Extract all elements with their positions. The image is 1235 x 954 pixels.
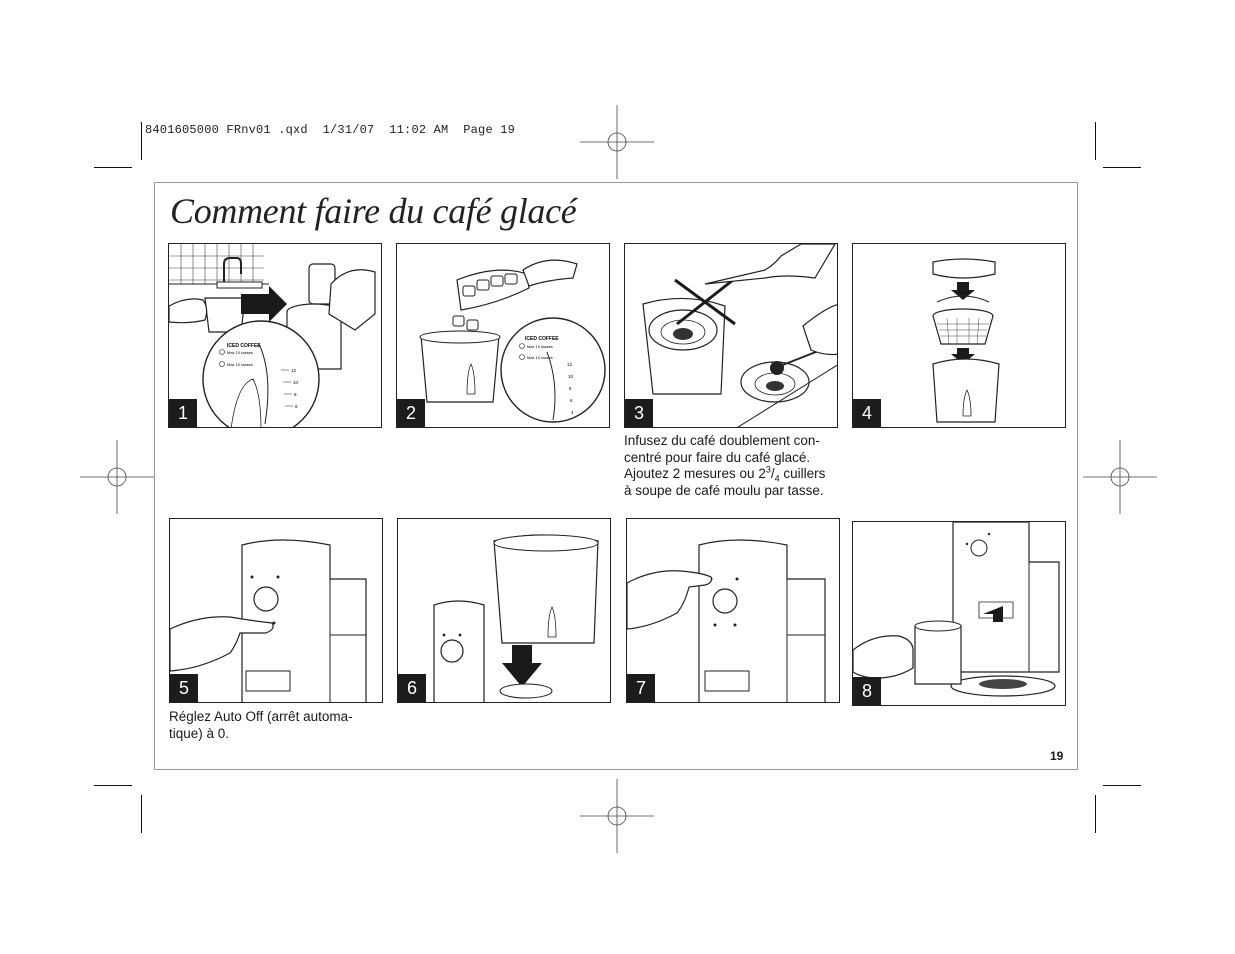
step-5-illustration — [169, 518, 383, 703]
crop-mark — [1095, 795, 1096, 833]
scale-tick: 10 — [293, 380, 299, 385]
caption-line — [624, 466, 844, 483]
caption-line: à soupe de café moulu par tasse. — [624, 482, 824, 498]
step1-brand-label: ICED COFFEE — [227, 343, 261, 349]
fill-reservoir-drawing — [169, 244, 382, 428]
step-number-badge: 3 — [625, 399, 653, 427]
step-8-illustration — [852, 521, 1066, 706]
step1-max-line-2: Max 10 tasses — [227, 362, 253, 367]
step-number-badge: 6 — [398, 674, 426, 702]
step2-max-line-2: Max 10 tasses — [527, 355, 553, 360]
fraction-numerator: 3 — [765, 464, 771, 475]
step-5-caption — [169, 709, 389, 742]
add-ice-drawing — [397, 244, 610, 428]
registration-mark-bottom — [580, 779, 654, 853]
crop-mark — [141, 122, 142, 160]
step-number-badge: 2 — [397, 399, 425, 427]
registration-mark-left — [80, 440, 154, 514]
caption-line: centré pour faire du café glacé. — [624, 449, 811, 465]
serve-mug-drawing — [853, 522, 1066, 706]
registration-mark-right — [1083, 440, 1157, 514]
fraction-slash: / — [770, 466, 775, 481]
registration-mark-top — [580, 105, 654, 179]
caption-fragment: cuillers — [779, 466, 826, 481]
set-auto-off-drawing — [170, 519, 383, 703]
add-coffee-drawing — [625, 244, 838, 428]
crop-mark — [94, 785, 132, 786]
insert-basket-drawing — [853, 244, 1066, 428]
fraction-denominator: 4 — [774, 473, 780, 484]
step-3-illustration — [624, 243, 838, 428]
step1-max-line-1: Max 10 tasses — [227, 350, 253, 355]
crop-mark — [1103, 167, 1141, 168]
page-number: 19 — [1050, 749, 1064, 763]
step-number-badge: 8 — [853, 677, 881, 705]
crop-mark — [1095, 122, 1096, 160]
caption-line: Infusez du café doublement con- — [624, 433, 820, 448]
step-number-badge: 7 — [627, 674, 655, 702]
step-number-badge: 5 — [170, 674, 198, 702]
step2-brand-label: ICED COFFEE — [525, 336, 559, 342]
scale-tick: 4 — [571, 410, 574, 415]
crop-mark — [94, 167, 132, 168]
caption-line: Réglez Auto Off (arrêt automa- — [169, 709, 353, 724]
crop-mark — [1103, 785, 1141, 786]
caption-fragment: Ajoutez 2 mesures ou 2 — [624, 466, 766, 481]
step-number-badge: 4 — [853, 399, 881, 427]
scale-tick: 8 — [569, 386, 572, 391]
step-1-illustration — [168, 243, 382, 428]
place-carafe-drawing — [398, 519, 611, 703]
scale-tick: 12 — [567, 362, 573, 367]
scale-tick: 8 — [294, 392, 297, 397]
crop-mark — [141, 795, 142, 833]
step-number-badge: 1 — [169, 399, 197, 427]
step2-max-line-1: Max 10 tasses — [527, 344, 553, 349]
step-2-illustration — [396, 243, 610, 428]
step-6-illustration — [397, 518, 611, 703]
step-3-caption — [624, 433, 844, 499]
scale-tick: 6 — [295, 404, 298, 409]
scale-tick: 10 — [568, 374, 574, 379]
caption-line: tique) à 0. — [169, 725, 230, 741]
press-brew-drawing — [627, 519, 840, 703]
step-7-illustration — [626, 518, 840, 703]
step-4-illustration — [852, 243, 1066, 428]
scale-tick: 12 — [291, 368, 297, 373]
page-title: Comment faire du café glacé — [170, 191, 577, 231]
slug-line: 8401605000 FRnv01 .qxd 1/31/07 11:02 AM Page 19 — [145, 123, 516, 137]
scale-tick: 6 — [570, 398, 573, 403]
